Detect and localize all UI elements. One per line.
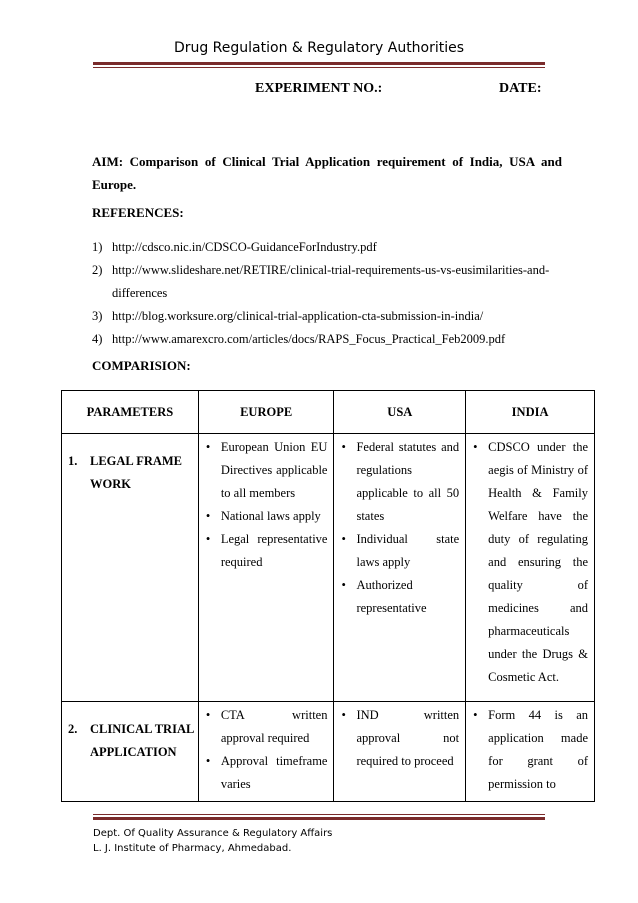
header-rule-thin xyxy=(93,67,545,68)
reference-item: 2) http://www.slideshare.net/RETIRE/clinical-trial-requirements-us-vs-eusimilarities-and-differences xyxy=(92,263,550,300)
india-cell: • CDSCO under the aegis of Ministry of Health & Family Welfare have the duty of regulating and ensuring the quality of medicines and pharmaceuticals under the Drugs & Cosmetic Act. xyxy=(466,434,595,702)
footer-rule-thin xyxy=(93,814,545,815)
parameter-cell: 2. CLINICAL TRIAL APPLICATION xyxy=(62,702,199,802)
table-row xyxy=(62,702,595,802)
footer-rule xyxy=(93,817,545,820)
reference-link[interactable]: http://www.slideshare.net/RETIRE/clinical-trial-requirements-us-vs-eusimilarities-and-differences xyxy=(112,263,550,300)
page-footer xyxy=(93,826,332,856)
footer-department: Dept. Of Quality Assurance & Regulatory Affairs xyxy=(93,828,333,839)
europe-cell: • European Union EU Directives applicable to all members • National laws apply • Legal representative required xyxy=(198,434,334,702)
reference-item: 4) http://www.amarexcro.com/articles/docs/RAPS_Focus_Practical_Feb2009.pdf xyxy=(92,332,506,346)
column-header-india: INDIA xyxy=(466,391,595,434)
comparison-table xyxy=(61,390,595,802)
aim-line-1: AIM: Comparison of Clinical Trial Application requirement of India, USA and xyxy=(92,154,562,169)
parameter-cell: 1. LEGAL FRAME WORK xyxy=(62,434,199,702)
aim-paragraph xyxy=(92,150,562,196)
usa-cell: • IND written approval not required to proceed xyxy=(334,702,466,802)
india-cell: • Form 44 is an application made for grant of permission to xyxy=(466,702,595,802)
europe-cell: • CTA written approval required • Approval timeframe varies xyxy=(198,702,334,802)
reference-link[interactable]: http://blog.worksure.org/clinical-trial-application-cta-submission-in-india/ xyxy=(112,309,484,323)
experiment-number-label: EXPERIMENT NO.: xyxy=(255,81,383,96)
date-label: DATE: xyxy=(499,81,542,96)
reference-item: 3) http://blog.worksure.org/clinical-trial-application-cta-submission-in-india/ xyxy=(92,309,484,323)
references-heading: REFERENCES: xyxy=(92,205,184,220)
reference-item: 1) http://cdsco.nic.in/CDSCO-GuidanceForIndustry.pdf xyxy=(92,240,377,254)
reference-link[interactable]: http://www.amarexcro.com/articles/docs/RAPS_Focus_Practical_Feb2009.pdf xyxy=(112,332,506,346)
header-rule xyxy=(93,62,545,65)
comparison-heading: COMPARISION: xyxy=(92,358,191,373)
footer-institute: L. J. Institute of Pharmacy, Ahmedabad. xyxy=(93,843,292,854)
column-header-usa: USA xyxy=(334,391,466,434)
aim-line-2: Europe. xyxy=(92,177,137,192)
reference-link[interactable]: http://cdsco.nic.in/CDSCO-GuidanceForIndustry.pdf xyxy=(112,240,377,254)
table-header-row xyxy=(62,391,595,434)
column-header-europe: EUROPE xyxy=(198,391,334,434)
usa-cell: • Federal statutes and regulations applicable to all 50 states • Individual state laws apply • Authorized representative xyxy=(334,434,466,702)
references-list xyxy=(92,236,567,351)
table-row xyxy=(62,434,595,702)
column-header-parameters: PARAMETERS xyxy=(62,391,199,434)
page-header-title: Drug Regulation & Regulatory Authorities xyxy=(173,40,465,56)
